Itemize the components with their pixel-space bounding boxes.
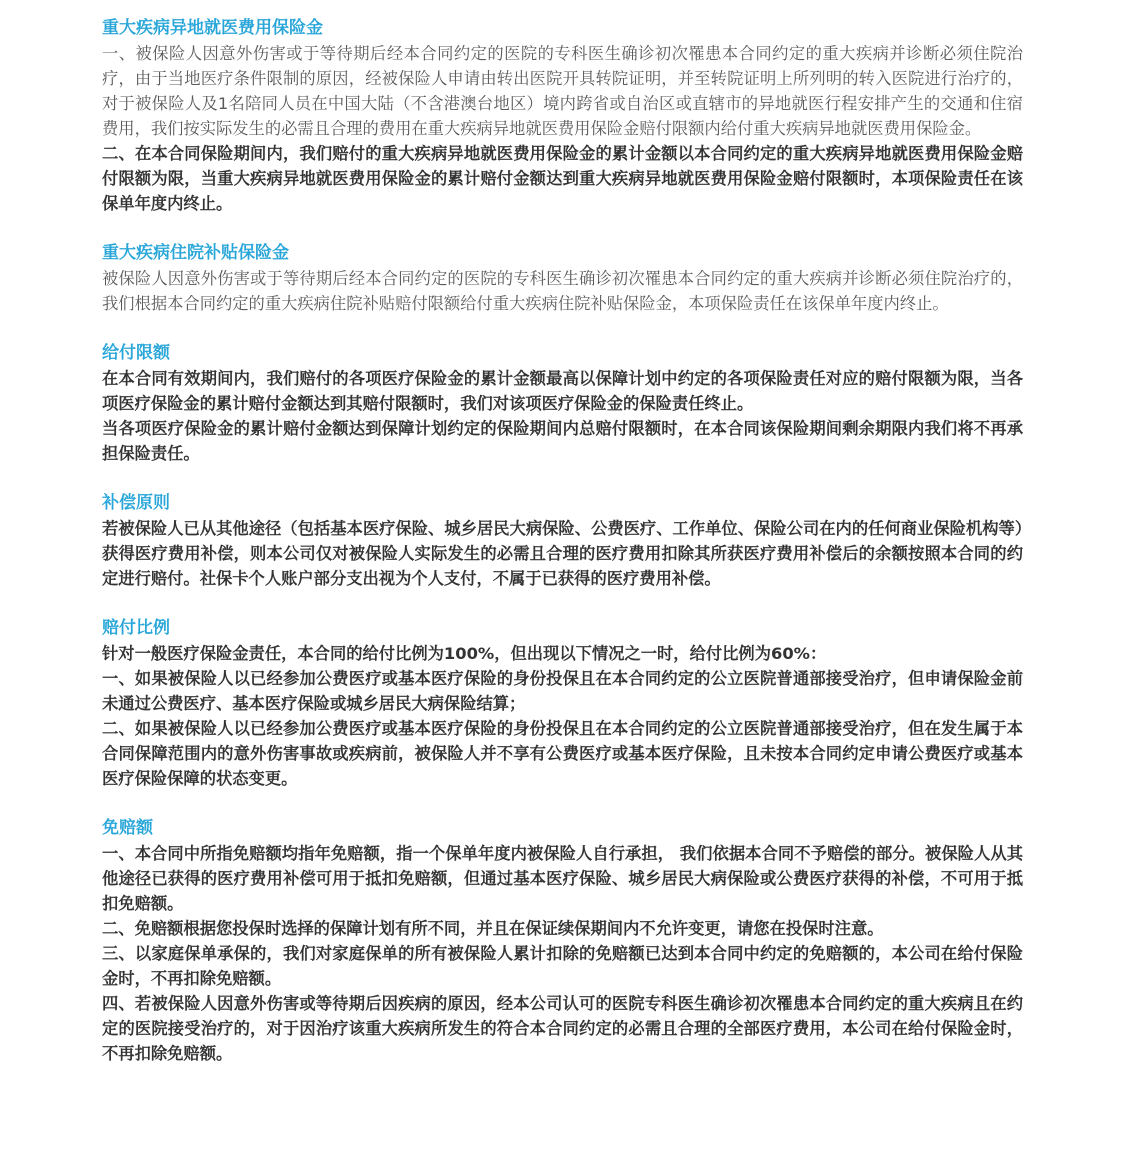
paragraph: 一、本合同中所指免赔额均指年免赔额，指一个保单年度内被保险人自行承担， 我们依据本合同不予赔偿的部分。被保险人从其他途径已获得的医疗费用补偿可用于抵扣免赔额，但通过基本医疗保险、城乡居民大病保险或公费医疗获得的补偿，不可用于抵扣免赔额。 [102, 844, 1023, 913]
document-body [102, 16, 1023, 1091]
paragraph: 四、若被保险人因意外伤害或等待期后因疾病的原因，经本公司认可的医院专科医生确诊初次罹患本合同约定的重大疾病且在约定的医院接受治疗的，对于因治疗该重大疾病所发生的符合本合同约定的必需且合理的全部医疗费用，本公司在给付保险金时，不再扣除免赔额。 [102, 994, 1023, 1063]
paragraph: 若被保险人已从其他途径（包括基本医疗保险、城乡居民大病保险、公费医疗、工作单位、保险公司在内的任何商业保险机构等）获得医疗费用补偿，则本公司仅对被保险人实际发生的必需且合理的医疗费用扣除其所获医疗费用补偿后的余额按照本合同的约定进行赔付。社保卡个人账户部分支出视为个人支付，不属于已获得的医疗费用补偿。 [102, 519, 1023, 588]
section-major-illness-offsite-medical [102, 16, 1023, 216]
paragraph: 三、以家庭保单承保的，我们对家庭保单的所有被保险人累计扣除的免赔额已达到本合同中约定的免赔额的，本公司在给付保险金时，不再扣除免赔额。 [102, 944, 1023, 988]
section-major-illness-hospital-allowance [102, 241, 1023, 316]
section-compensation-principle [102, 491, 1023, 591]
section-payment-limit [102, 341, 1023, 466]
section-heading: 重大疾病异地就医费用保险金 [102, 18, 323, 38]
paragraph: 一、被保险人因意外伤害或于等待期后经本合同约定的医院的专科医生确诊初次罹患本合同约定的重大疾病并诊断必须住院治疗，由于当地医疗条件限制的原因，经被保险人申请由转出医院开具转院证明，并至转院证明上所列明的转入医院进行治疗的，对于被保险人及1名陪同人员在中国大陆（不含港澳台地区）境内跨省或自治区或直辖市的异地就医行程安排产生的交通和住宿费用，我们按实际发生的必需且合理的费用在重大疾病异地就医费用保险金赔付限额内给付重大疾病异地就医费用保险金。 [102, 44, 1023, 138]
paragraph: 在本合同有效期间内，我们赔付的各项医疗保险金的累计金额最高以保障计划中约定的各项保险责任对应的赔付限额为限，当各项医疗保险金的累计赔付金额达到其赔付限额时，我们对该项医疗保险金的保险责任终止。 [102, 369, 1023, 413]
section-heading: 重大疾病住院补贴保险金 [102, 243, 289, 263]
paragraph: 二、如果被保险人以已经参加公费医疗或基本医疗保险的身份投保且在本合同约定的公立医院普通部接受治疗，但在发生属于本合同保障范围内的意外伤害事故或疾病前，被保险人并不享有公费医疗或基本医疗保险，且未按本合同约定申请公费医疗或基本医疗保险保障的状态变更。 [102, 719, 1023, 788]
section-payment-ratio [102, 616, 1023, 791]
section-heading: 免赔额 [102, 818, 153, 838]
paragraph: 针对一般医疗保险金责任，本合同的给付比例为100%，但出现以下情况之一时，给付比例为60%： [102, 644, 827, 663]
section-heading: 补偿原则 [102, 493, 170, 513]
paragraph: 被保险人因意外伤害或于等待期后经本合同约定的医院的专科医生确诊初次罹患本合同约定的重大疾病并诊断必须住院治疗的，我们根据本合同约定的重大疾病住院补贴赔付限额给付重大疾病住院补贴保险金，本项保险责任在该保单年度内终止。 [102, 269, 1023, 313]
paragraph: 当各项医疗保险金的累计赔付金额达到保障计划约定的保险期间内总赔付限额时，在本合同该保险期间剩余期限内我们将不再承担保险责任。 [102, 419, 1023, 463]
paragraph: 二、在本合同保险期间内，我们赔付的重大疾病异地就医费用保险金的累计金额以本合同约定的重大疾病异地就医费用保险金赔付限额为限，当重大疾病异地就医费用保险金的累计赔付金额达到重大疾病异地就医费用保险金赔付限额时，本项保险责任在该保单年度内终止。 [102, 144, 1023, 213]
section-heading: 给付限额 [102, 343, 170, 363]
paragraph: 一、如果被保险人以已经参加公费医疗或基本医疗保险的身份投保且在本合同约定的公立医院普通部接受治疗，但申请保险金前未通过公费医疗、基本医疗保险或城乡居民大病保险结算； [102, 669, 1023, 713]
paragraph: 二、免赔额根据您投保时选择的保障计划有所不同，并且在保证续保期间内不允许变更，请您在投保时注意。 [102, 919, 884, 938]
section-deductible [102, 816, 1023, 1066]
section-heading: 赔付比例 [102, 618, 170, 638]
